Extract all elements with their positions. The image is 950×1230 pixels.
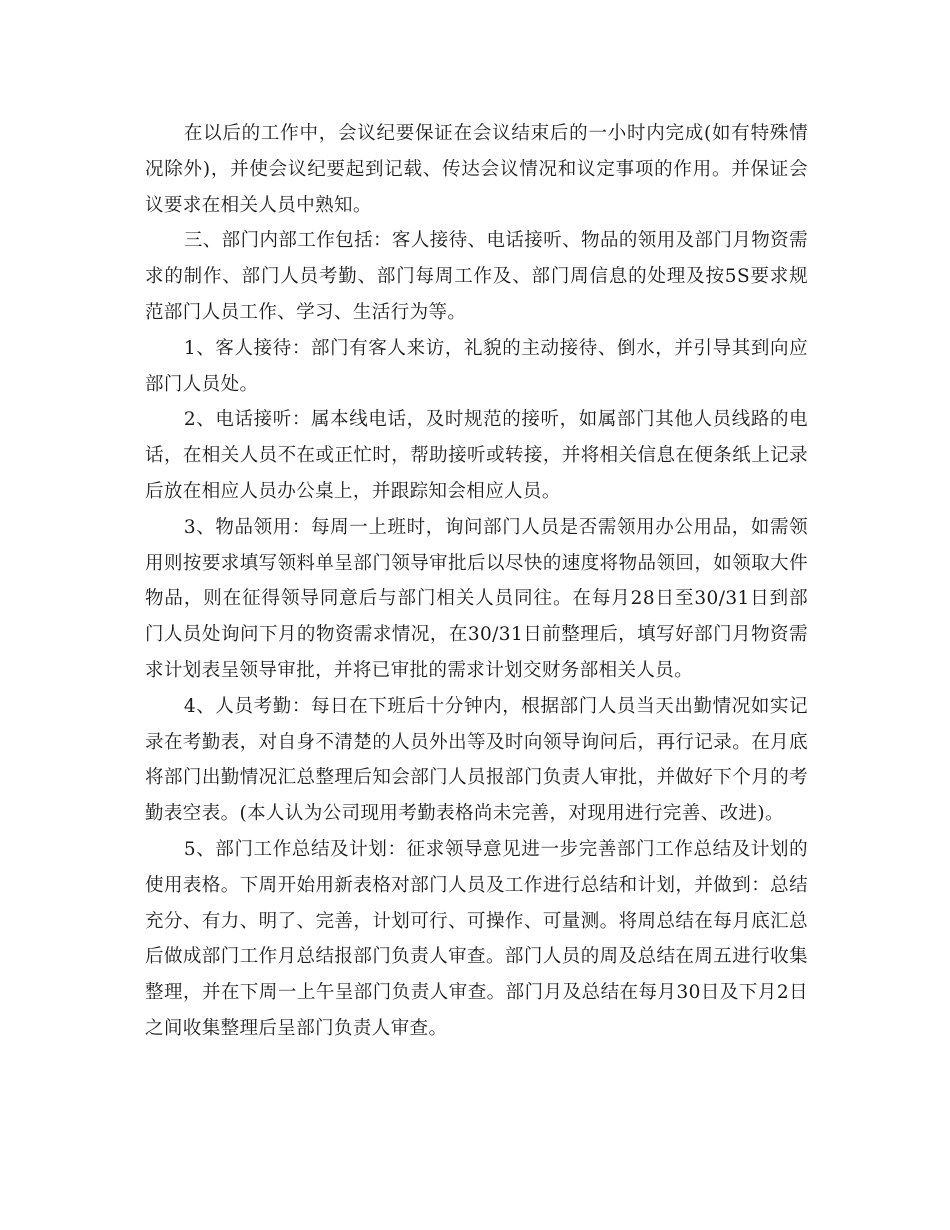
paragraph-meeting-minutes: 在以后的工作中，会议纪要保证在会议结束后的一小时内完成(如有特殊情况除外)，并使会议纪要起到记载、传达会议情况和议定事项的作用。并保证会议要求在相关人员中熟知。 xyxy=(145,123,808,216)
paragraph-guest-reception: 1、客人接待：部门有客人来访，礼貌的主动接待、倒水，并引导其到向应部门人员处。 xyxy=(145,337,808,395)
paragraph-supplies-requisition: 3、物品领用：每周一上班时，询问部门人员是否需领用办公用品，如需领用则按要求填写领料单呈部门领导审批后以尽快的速度将物品领回，如领取大件物品，则在征得领导同意后与部门相关人员同往。在每月28日至30/31日到部门人员处询问下月的物资需求情况，在30/31日前整理后，填写好部门月物资需求计划表呈领导审批，并将已审批的需求计划交财务部相关人员。 xyxy=(145,516,808,681)
document-body xyxy=(145,116,808,1047)
paragraph-phone-answering: 2、电话接听：属本线电话，及时规范的接听，如属部门其他人员线路的电话，在相关人员不在或正忙时，帮助接听或转接，并将相关信息在便条纸上记录后放在相应人员办公桌上，并跟踪知会相应人员。 xyxy=(145,409,808,502)
paragraph-attendance: 4、人员考勤：每日在下班后十分钟内，根据部门人员当天出勤情况如实记录在考勤表，对自身不清楚的人员外出等及时向领导询问后，再行记录。在月底将部门出勤情况汇总整理后知会部门人员报部门负责人审批，并做好下个月的考勤表空表。(本人认为公司现用考勤表格尚未完善，对现用进行完善、改进)。 xyxy=(145,695,808,825)
paragraph-internal-work: 三、部门内部工作包括：客人接待、电话接听、物品的领用及部门月物资需求的制作、部门人员考勤、部门每周工作及、部门周信息的处理及按5S要求规范部门人员工作、学习、生活行为等。 xyxy=(145,230,808,323)
paragraph-work-summary: 5、部门工作总结及计划：征求领导意见进一步完善部门工作总结及计划的使用表格。下周开始用新表格对部门人员及工作进行总结和计划，并做到：总结充分、有力、明了、完善，计划可行、可操作、可量测。将周总结在每月底汇总后做成部门工作月总结报部门负责人审查。部门人员的周及总结在周五进行收集整理，并在下周一上午呈部门负责人审查。部门月及总结在每月30日及下月2日之间收集整理后呈部门负责人审查。 xyxy=(145,838,808,1039)
